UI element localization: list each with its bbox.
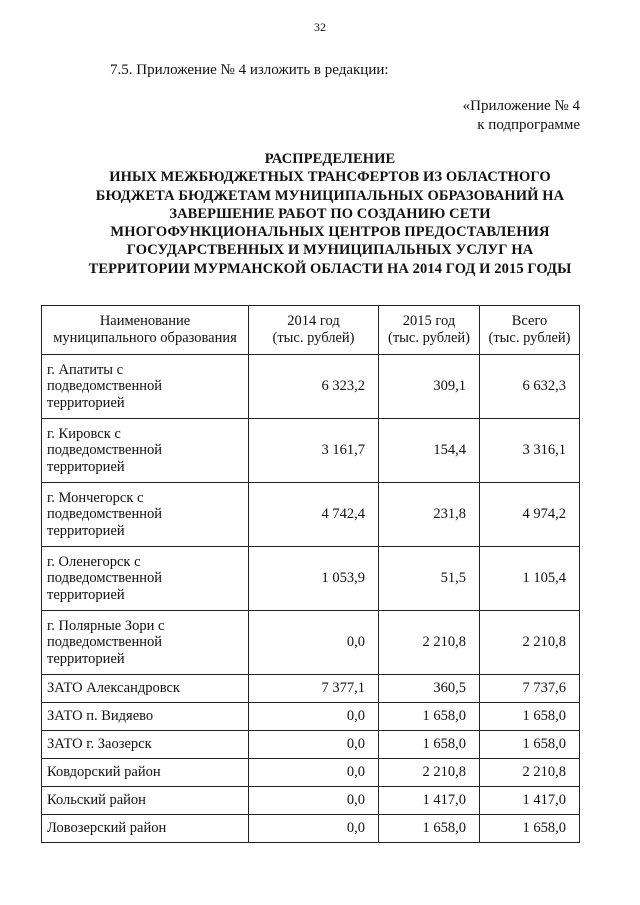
municipality-name [42, 787, 249, 815]
header-line: 2015 год [402, 313, 456, 329]
table-row [42, 731, 580, 759]
municipality-name-line: подведомственной [47, 442, 163, 459]
value-total: 2 210,8 [480, 759, 580, 787]
value-2015: 154,4 [379, 419, 480, 483]
appendix-line-1: «Приложение № 4 [462, 98, 580, 114]
value-2014: 0,0 [249, 815, 379, 843]
municipality-name-line: г. Кировск с [47, 425, 121, 442]
table-row [42, 675, 580, 703]
value-total: 1 658,0 [480, 703, 580, 731]
municipality-name [42, 703, 249, 731]
municipality-name [42, 419, 249, 483]
value-2014: 7 377,1 [249, 675, 379, 703]
page-number: 32 [314, 20, 326, 34]
municipality-name [42, 547, 249, 611]
municipality-name-line: подведомственной [47, 634, 163, 651]
distribution-table [41, 305, 580, 843]
value-total: 4 974,2 [480, 483, 580, 547]
municipality-name-line: подведомственной [47, 570, 163, 587]
title-line: ГОСУДАРСТВЕННЫХ И МУНИЦИПАЛЬНЫХ УСЛУГ НА [126, 242, 534, 259]
value-2015: 1 658,0 [379, 731, 480, 759]
table-row [42, 611, 580, 675]
value-2015: 1 658,0 [379, 703, 480, 731]
value-total: 3 316,1 [480, 419, 580, 483]
header-line: (тыс. рублей) [272, 330, 355, 346]
title-line: БЮДЖЕТА БЮДЖЕТАМ МУНИЦИПАЛЬНЫХ ОБРАЗОВАНИЙ НА [95, 187, 565, 204]
header-line: Наименование [99, 313, 191, 329]
header-line: 2014 год [287, 313, 340, 329]
table-body [42, 355, 580, 843]
header-total [480, 306, 580, 355]
value-2014: 0,0 [249, 703, 379, 731]
title-line: ТЕРРИТОРИИ МУРМАНСКОЙ ОБЛАСТИ НА 2014 ГОД И 2015 ГОДЫ [88, 260, 572, 277]
header-2014 [249, 306, 379, 355]
municipality-name-line: ЗАТО Александровск [47, 680, 180, 697]
municipality-name-line: Кольский район [47, 792, 146, 809]
appendix-line-2: к подпрограмме [477, 117, 580, 133]
municipality-name-line: Ловозерский район [47, 820, 167, 837]
value-2014: 3 161,7 [249, 419, 379, 483]
header-line: Всего [511, 313, 548, 329]
municipality-name [42, 483, 249, 547]
table-row [42, 787, 580, 815]
municipality-name-line: территорией [47, 522, 125, 539]
municipality-name-line: ЗАТО п. Видяево [47, 708, 154, 725]
municipality-name-line: территорией [47, 394, 125, 411]
value-total: 7 737,6 [480, 675, 580, 703]
value-2014: 1 053,9 [249, 547, 379, 611]
value-2015: 360,5 [379, 675, 480, 703]
table-row [42, 759, 580, 787]
appendix-reference [463, 97, 580, 135]
table-row [42, 355, 580, 419]
header-line: муниципального образования [53, 330, 237, 346]
value-total: 1 658,0 [480, 815, 580, 843]
municipality-name [42, 759, 249, 787]
municipality-name-line: г. Полярные Зори с [47, 617, 165, 634]
municipality-name-line: Ковдорский район [47, 764, 161, 781]
municipality-name-line: территорией [47, 650, 125, 667]
value-2014: 0,0 [249, 611, 379, 675]
value-2015: 231,8 [379, 483, 480, 547]
value-2015: 2 210,8 [379, 759, 480, 787]
intro-text: 7.5. Приложение № 4 изложить в редакции: [110, 62, 389, 78]
value-2015: 1 417,0 [379, 787, 480, 815]
value-total: 1 105,4 [480, 547, 580, 611]
municipality-name [42, 611, 249, 675]
municipality-name-line: территорией [47, 586, 125, 603]
municipality-name-line: г. Апатиты с [47, 361, 124, 378]
value-2014: 0,0 [249, 759, 379, 787]
table-row [42, 547, 580, 611]
value-2015: 51,5 [379, 547, 480, 611]
value-total: 1 658,0 [480, 731, 580, 759]
table-row [42, 419, 580, 483]
value-total: 1 417,0 [480, 787, 580, 815]
title-line: ИНЫХ МЕЖБЮДЖЕТНЫХ ТРАНСФЕРТОВ ИЗ ОБЛАСТНОГО [109, 169, 551, 186]
header-2015 [379, 306, 480, 355]
table-row [42, 483, 580, 547]
title-line: РАСПРЕДЕЛЕНИЕ [264, 151, 396, 167]
header-municipality [42, 306, 249, 355]
header-line: (тыс. рублей) [388, 330, 470, 346]
value-2014: 4 742,4 [249, 483, 379, 547]
value-2015: 1 658,0 [379, 815, 480, 843]
value-total: 6 632,3 [480, 355, 580, 419]
value-2015: 309,1 [379, 355, 480, 419]
municipality-name-line: подведомственной [47, 378, 163, 395]
header-line: (тыс. рублей) [488, 330, 571, 346]
municipality-name-line: подведомственной [47, 506, 163, 523]
value-2014: 0,0 [249, 787, 379, 815]
value-2014: 6 323,2 [249, 355, 379, 419]
table-row [42, 703, 580, 731]
table-header-row [42, 306, 580, 355]
value-2014: 0,0 [249, 731, 379, 759]
municipality-name-line: г. Оленегорск с [47, 553, 141, 570]
value-total: 2 210,8 [480, 611, 580, 675]
municipality-name-line: ЗАТО г. Заозерск [47, 736, 152, 753]
municipality-name [42, 355, 249, 419]
value-2015: 2 210,8 [379, 611, 480, 675]
municipality-name [42, 731, 249, 759]
municipality-name [42, 815, 249, 843]
title-line: МНОГОФУНКЦИОНАЛЬНЫХ ЦЕНТРОВ ПРЕДОСТАВЛЕНИЯ [110, 224, 550, 241]
table-row [42, 815, 580, 843]
document-title [40, 150, 620, 278]
title-line: ЗАВЕРШЕНИЕ РАБОТ ПО СОЗДАНИЮ СЕТИ [169, 205, 491, 222]
municipality-name [42, 675, 249, 703]
municipality-name-line: территорией [47, 458, 125, 475]
municipality-name-line: г. Мончегорск с [47, 489, 144, 506]
